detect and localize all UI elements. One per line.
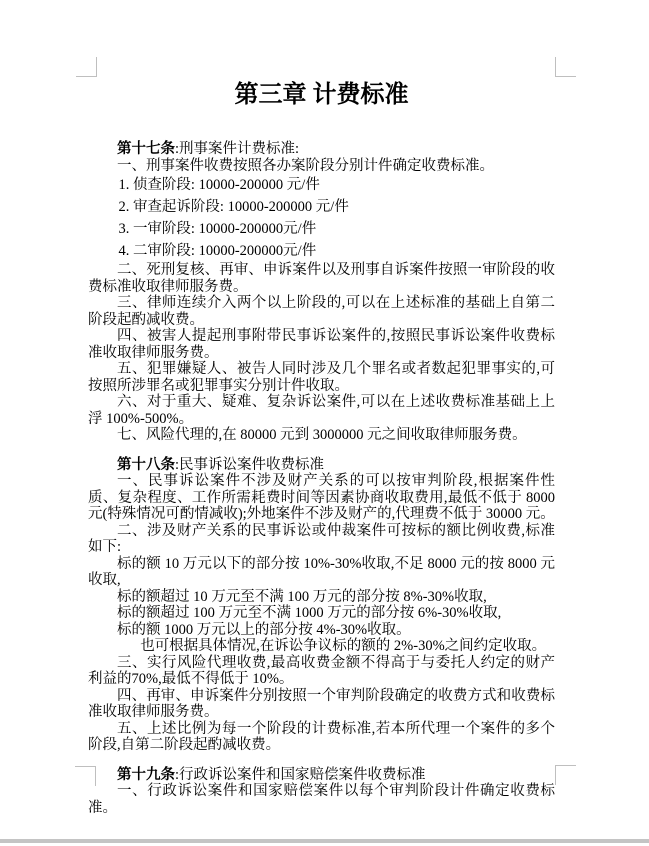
agreement-note: 也可根据具体情况,在诉讼争议标的额的 2%-30%之间约定收取。 <box>140 638 547 654</box>
article-heading <box>88 457 555 474</box>
paragraph: 七、风险代理的,在 80000 元到 3000000 元之间收取律师服务费。 <box>117 427 527 443</box>
crop-mark-bottom-right <box>555 765 576 785</box>
article-19-section <box>88 767 555 817</box>
article-heading <box>88 141 555 158</box>
paragraph: 一、民事诉讼案件不涉及财产关系的可以按审判阶段,根据案件性质、复杂程度、工作所需耗费时间等因素协商收取费用,最低不低于 8000 元(特殊情况可酌情减收);外地案件不涉及财产的,代理费不低于 30000 元。 <box>88 473 555 522</box>
fee-stage-item: 2. 审查起诉阶段: 10000-200000 元/件 <box>118 199 349 215</box>
article-17-section <box>88 141 555 444</box>
article-heading-text: :民事诉讼案件收费标准 <box>175 456 325 473</box>
paragraph: 三、律师连续介入两个以上阶段的,可以在上述标准的基础上自第二阶段起酌减收费。 <box>88 295 555 328</box>
article-heading-text: :刑事案件计费标准: <box>175 141 300 157</box>
fee-tier-line: 标的额超过 100 万元至不满 1000 万元的部分按 6%-30%收取, <box>117 605 502 621</box>
article-heading <box>88 767 555 784</box>
paragraph: 五、上述比例为每一个阶段的计费标准,若本所代理一个案件的多个阶段,自第二阶段起酌减收费。 <box>88 720 555 753</box>
article-number: 第十八条 <box>117 456 175 473</box>
fee-tier-line: 标的额超过 10 万元至不满 100 万元的部分按 8%-30%收取, <box>117 588 487 605</box>
paragraph: 四、被害人提起刑事附带民事诉讼案件的,按照民事诉讼案件收费标准收取律师服务费。 <box>88 328 555 361</box>
article-number: 第十七条 <box>117 141 175 157</box>
paragraph: 四、再审、申诉案件分别按照一个审判阶段确定的收费方式和收费标准收取律师服务费。 <box>88 687 555 720</box>
paragraph: 二、死刑复核、再审、申诉案件以及刑事自诉案件按照一审阶段的收费标准收取律师服务费。 <box>88 262 555 295</box>
article-number: 第十九条 <box>117 766 175 783</box>
fee-tier-line: 标的额 1000 万元以上的部分按 4%-30%收取。 <box>117 621 411 638</box>
document-body <box>88 82 555 816</box>
fee-tier-line: 标的额 10 万元以下的部分按 10%-30%收取,不足 8000 元的按 8000 元收取, <box>88 555 555 588</box>
fee-stage-item: 1. 侦查阶段: 10000-200000 元/件 <box>118 177 320 193</box>
crop-mark-top-left <box>76 57 97 77</box>
fee-stage-item: 4. 二审阶段: 10000-200000元/件 <box>118 243 317 259</box>
paragraph: 五、犯罪嫌疑人、被告人同时涉及几个罪名或者数起犯罪事实的,可按照所涉罪名或犯罪事实分别计件收取。 <box>88 361 555 394</box>
page-bottom-edge <box>0 839 649 843</box>
page-title: 第三章 计费标准 <box>234 82 409 108</box>
paragraph: 三、实行风险代理收费,最高收费金额不得高于与委托人约定的财产利益的70%,最低不得低于 10%。 <box>88 654 555 687</box>
crop-mark-top-right <box>555 57 576 77</box>
article-18-section <box>88 457 555 754</box>
paragraph: 一、行政诉讼案件和国家赔偿案件以每个审判阶段计件确定收费标准。 <box>88 783 555 816</box>
paragraph: 二、涉及财产关系的民事诉讼或仲裁案件可按标的额比例收费,标准如下: <box>88 522 555 555</box>
fee-stage-item: 3. 一审阶段: 10000-200000元/件 <box>118 221 317 237</box>
article-heading-text: :行政诉讼案件和国家赔偿案件收费标准 <box>175 766 426 783</box>
paragraph: 六、对于重大、疑难、复杂诉讼案件,可以在上述收费标准基础上上浮 100%-500%。 <box>88 394 555 427</box>
paragraph: 一、刑事案件收费按照各办案阶段分别计件确定收费标准。 <box>117 157 494 174</box>
